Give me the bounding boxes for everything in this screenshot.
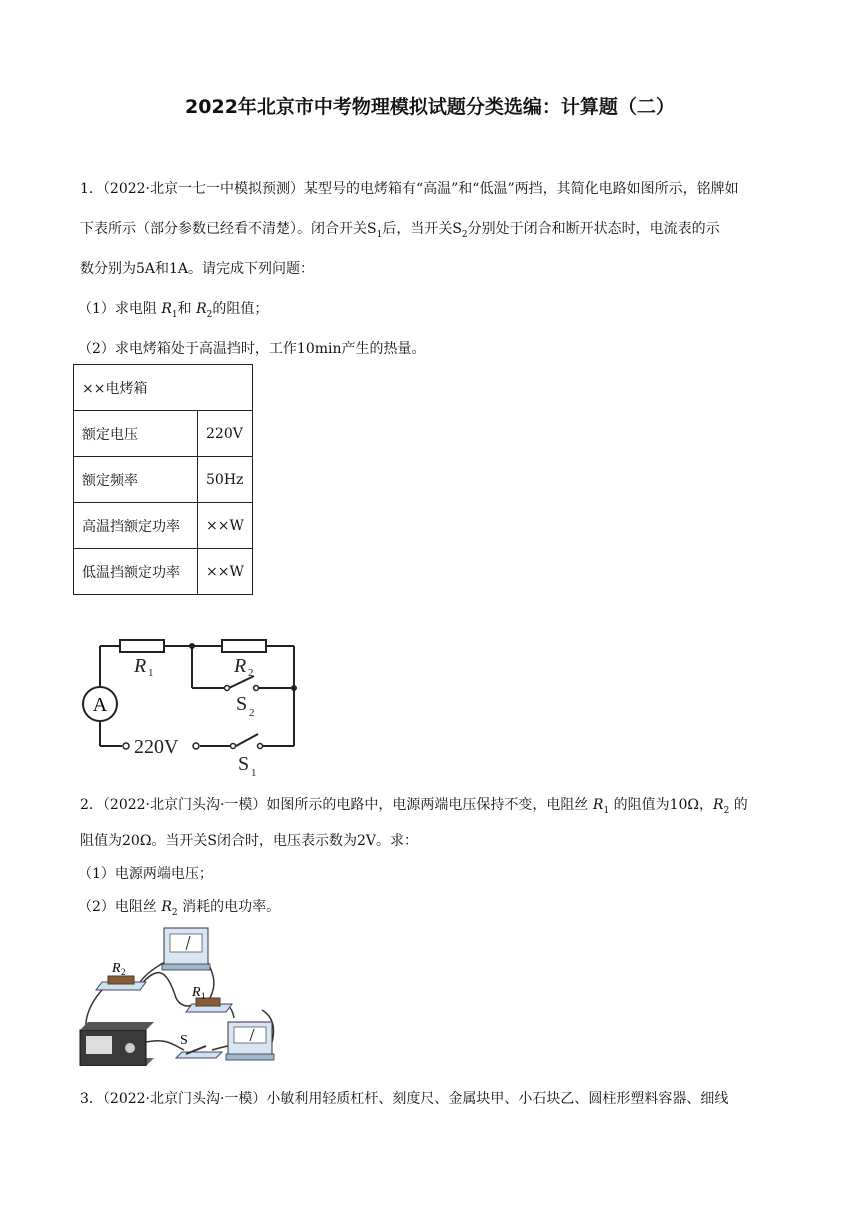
- svg-text:2: 2: [249, 707, 255, 719]
- q2-line2: 阻值为20Ω。当开关S闭合时，电压表示数为2V。求：: [80, 833, 419, 849]
- svg-text:2: 2: [248, 667, 254, 679]
- svg-text:R: R: [134, 655, 147, 677]
- svg-text:S: S: [180, 1033, 188, 1048]
- svg-text:220V: 220V: [134, 736, 179, 758]
- q2-sub1: （1）电源两端电压；: [78, 866, 213, 882]
- page-title: 2022年北京市中考物理模拟试题分类选编：计算题（二）: [185, 96, 675, 118]
- physical-circuit-illustration: [76, 926, 286, 1066]
- svg-text:A: A: [92, 694, 108, 716]
- q1-line2: 下表所示（部分参数已经看不清楚）。闭合开关$S_1$后，当开关$S_2$分别处于闭合和断开状态时，电流表的示: [80, 221, 720, 240]
- q2-line1: 2．（2022·北京门头沟·一模）如图所示的电路中，电源两端电压保持不变，电阻丝 $R_1$ 的阻值为10Ω，$R_2$ 的: [80, 797, 748, 816]
- q1-sub2: （2）求电烤箱处于高温挡时，工作10min产生的热量。: [78, 341, 426, 357]
- resistor-r2-icon: [108, 976, 134, 984]
- q1-line3: 数分别为5A和1A。请完成下列问题：: [80, 261, 315, 277]
- table-header: ××电烤箱: [74, 365, 253, 411]
- svg-text:S: S: [238, 753, 250, 775]
- oven-circuit-diagram: [78, 630, 308, 780]
- table-row: 低温挡额定功率 ××W: [74, 549, 253, 595]
- svg-text:R: R: [234, 655, 247, 677]
- q3-line1: 3．（2022·北京门头沟·一模）小敏利用轻质杠杆、刻度尺、金属块甲、小石块乙、圆柱形塑料容器、细线: [80, 1091, 729, 1107]
- q1-line1: 1．（2022·北京一七一中模拟预测）某型号的电烤箱有“高温”和“低温”两挡，其简化电路如图所示，铭牌如: [80, 181, 739, 197]
- svg-text:2: 2: [121, 967, 126, 977]
- svg-text:R: R: [112, 961, 121, 976]
- q2-sub2: （2）电阻丝 $R_2$ 消耗的电功率。: [78, 899, 281, 918]
- svg-text:1: 1: [201, 991, 206, 1001]
- svg-text:1: 1: [251, 767, 257, 779]
- svg-text:S: S: [236, 693, 248, 715]
- svg-text:R: R: [192, 985, 201, 1000]
- table-row: 高温挡额定功率 ××W: [74, 503, 253, 549]
- table-row: 额定电压 220V: [74, 411, 253, 457]
- svg-text:1: 1: [148, 667, 154, 679]
- nameplate-table: [73, 364, 253, 595]
- q1-sub1: （1）求电阻 $R_1$和 $R_2$的阻值；: [78, 301, 269, 320]
- table-row: 额定频率 50Hz: [74, 457, 253, 503]
